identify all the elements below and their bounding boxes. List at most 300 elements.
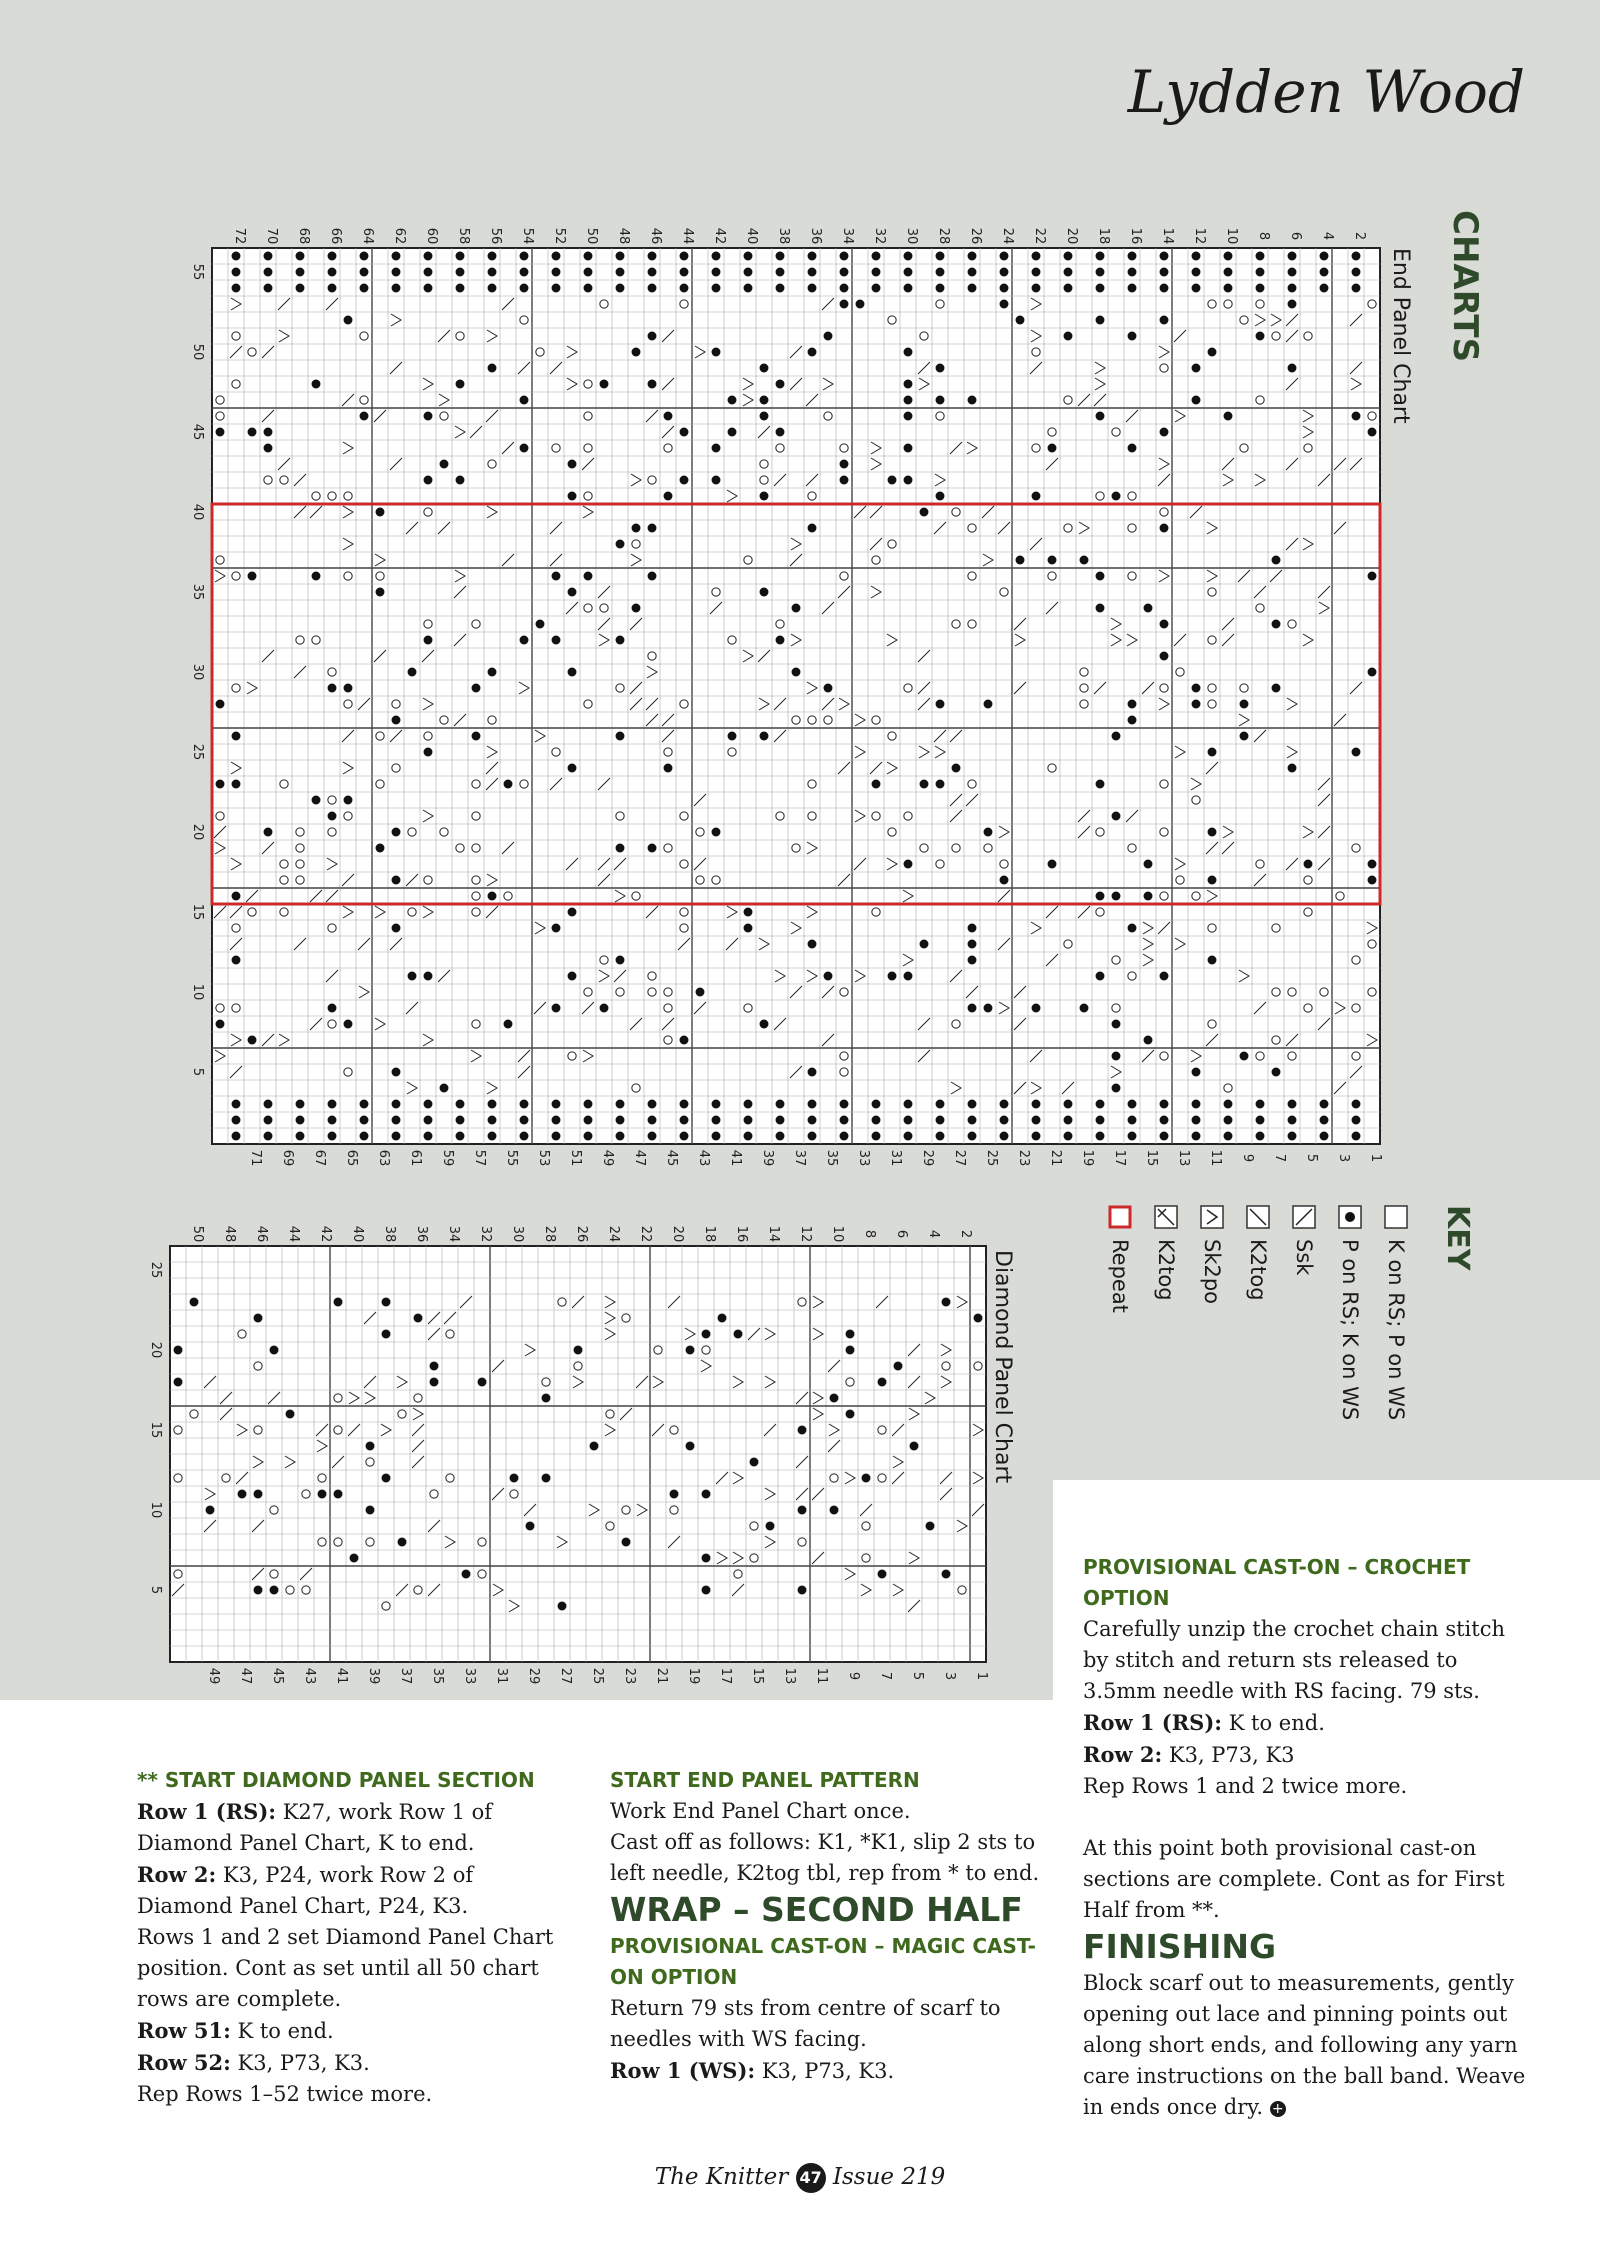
- purl-dot: [744, 1100, 753, 1109]
- key-label-repeat: Repeat: [1108, 1239, 1132, 1313]
- purl-dot: [296, 268, 305, 277]
- purl-dot: [520, 396, 529, 405]
- purl-dot: [904, 1100, 913, 1109]
- purl-dot: [792, 604, 801, 613]
- instruction-row-1-rs: [1083, 1707, 1528, 1739]
- col-label-top: 26: [574, 1225, 589, 1243]
- purl-dot: [616, 844, 625, 853]
- row-label: 55: [190, 263, 205, 281]
- row-text: K27, work Row 1 of Diamond Panel Chart, K to end.: [137, 1800, 493, 1855]
- purl-dot: [1112, 732, 1121, 741]
- purl-dot: [968, 284, 977, 293]
- purl-dot: [590, 1442, 599, 1451]
- purl-dot: [904, 476, 913, 485]
- purl-dot: [1192, 396, 1201, 405]
- end-mark-icon: +: [1270, 2101, 1286, 2117]
- purl-dot: [936, 700, 945, 709]
- issue-number: Issue 219: [832, 2164, 946, 2190]
- purl-dot: [232, 956, 241, 965]
- purl-dot: [552, 268, 561, 277]
- purl-dot: [798, 1586, 807, 1595]
- row-label: 50: [190, 343, 205, 361]
- col-label-top: 18: [702, 1225, 717, 1243]
- purl-dot: [216, 700, 225, 709]
- purl-dot: [808, 1116, 817, 1125]
- purl-dot: [1096, 1116, 1105, 1125]
- col-label-top: 46: [254, 1225, 269, 1243]
- purl-dot: [712, 348, 721, 357]
- col-label-bottom: 15: [1144, 1149, 1159, 1167]
- purl-dot: [680, 1132, 689, 1141]
- purl-dot: [392, 924, 401, 933]
- purl-dot: [680, 268, 689, 277]
- purl-dot: [1272, 556, 1281, 565]
- col-label-top: 54: [520, 227, 535, 245]
- row-text: K3, P73, K3.: [230, 2051, 370, 2075]
- purl-dot: [936, 1100, 945, 1109]
- purl-dot: [1064, 284, 1073, 293]
- purl-dot: [1096, 268, 1105, 277]
- col-label-bottom: 29: [526, 1667, 541, 1685]
- purl-dot: [1144, 604, 1153, 613]
- purl-dot: [968, 924, 977, 933]
- purl-dot: [296, 252, 305, 261]
- magic-cast-on-text: Return 79 sts from centre of scarf to needles with WS facing.: [610, 1996, 1001, 2051]
- purl-dot: [1352, 268, 1361, 277]
- col-label-bottom: 69: [280, 1149, 295, 1167]
- purl-dot: [1288, 268, 1297, 277]
- purl-dot: [776, 1116, 785, 1125]
- purl-dot: [984, 1004, 993, 1013]
- purl-dot: [776, 636, 785, 645]
- purl-dot: [232, 252, 241, 261]
- purl-dot: [408, 972, 417, 981]
- purl-dot: [206, 1506, 215, 1515]
- purl-dot: [1096, 252, 1105, 261]
- col-label-bottom: 21: [1048, 1149, 1063, 1167]
- row-label: Row 1 (RS):: [137, 1799, 277, 1824]
- col-label-top: 48: [222, 1225, 237, 1243]
- purl-dot: [488, 1132, 497, 1141]
- purl-dot: [568, 764, 577, 773]
- purl-dot: [936, 492, 945, 501]
- purl-dot: [942, 1298, 951, 1307]
- col-label-bottom: 63: [376, 1149, 391, 1167]
- purl-dot: [424, 284, 433, 293]
- purl-dot: [1128, 332, 1137, 341]
- purl-dot: [616, 252, 625, 261]
- col-label-top: 24: [1000, 227, 1015, 245]
- col-label-bottom: 65: [344, 1149, 359, 1167]
- col-label-bottom: 3: [942, 1671, 957, 1681]
- page-footer: [0, 2163, 1600, 2193]
- purl-dot: [1000, 1100, 1009, 1109]
- purl-dot: [1064, 1116, 1073, 1125]
- col-label-bottom: 49: [600, 1149, 615, 1167]
- purl-dot: [846, 1346, 855, 1355]
- purl-dot: [680, 252, 689, 261]
- col-label-bottom: 5: [910, 1671, 925, 1681]
- purl-dot: [1096, 572, 1105, 581]
- purl-dot: [702, 1554, 711, 1563]
- purl-dot: [648, 844, 657, 853]
- purl-dot: [936, 780, 945, 789]
- purl-dot: [344, 684, 353, 693]
- purl-dot: [632, 348, 641, 357]
- purl-dot: [904, 444, 913, 453]
- magic-cast-on-heading: PROVISIONAL CAST-ON – MAGIC CAST-ON OPTION: [610, 1934, 1036, 1989]
- purl-dot: [664, 412, 673, 421]
- col-label-top: 4: [926, 1229, 941, 1239]
- purl-dot: [552, 284, 561, 293]
- col-label-top: 40: [744, 227, 759, 245]
- key-label-purl: P on RS; K on WS: [1338, 1239, 1362, 1421]
- col-label-top: 64: [360, 227, 375, 245]
- purl-dot: [808, 1100, 817, 1109]
- purl-dot: [430, 1378, 439, 1387]
- finishing-body: Block scarf out to measurements, gently opening out lace and pinning points out along short ends, and following any yarn care instructions on the ball band. Weave in ends once dry.: [1083, 1971, 1526, 2119]
- purl-dot: [1240, 700, 1249, 709]
- purl-dot: [616, 732, 625, 741]
- purl-dot: [616, 636, 625, 645]
- purl-dot: [680, 1116, 689, 1125]
- col-label-bottom: 33: [856, 1149, 871, 1167]
- purl-dot: [552, 1100, 561, 1109]
- key-item-ssk: [1292, 1205, 1326, 1279]
- purl-dot: [648, 1100, 657, 1109]
- purl-dot: [760, 364, 769, 373]
- col-label-bottom: 47: [238, 1667, 253, 1685]
- purl-dot: [414, 1314, 423, 1323]
- diamond-panel-chart-label: Diamond Panel Chart: [990, 1250, 1015, 1484]
- purl-dot: [462, 1570, 471, 1579]
- purl-dot: [616, 1100, 625, 1109]
- col-label-bottom: 51: [568, 1149, 583, 1167]
- purl-dot: [824, 684, 833, 693]
- purl-dot: [1064, 268, 1073, 277]
- purl-dot: [488, 364, 497, 373]
- purl-dot: [1048, 860, 1057, 869]
- purl-dot: [392, 716, 401, 725]
- purl-dot: [1000, 876, 1009, 885]
- purl-dot: [1288, 364, 1297, 373]
- purl-dot: [328, 1004, 337, 1013]
- purl-dot: [1352, 284, 1361, 293]
- purl-dot: [264, 268, 273, 277]
- col-label-top: 12: [1192, 227, 1207, 245]
- row-label: 5: [148, 1585, 163, 1595]
- purl-dot: [584, 1100, 593, 1109]
- key-heading: KEY: [1440, 1205, 1475, 1271]
- purl-dot: [264, 284, 273, 293]
- purl-dot: [1288, 252, 1297, 261]
- purl-dot: [1144, 860, 1153, 869]
- purl-dot: [760, 1020, 769, 1029]
- purl-dot: [734, 1330, 743, 1339]
- purl-dot: [840, 460, 849, 469]
- purl-dot: [680, 1036, 689, 1045]
- col-label-bottom: 45: [664, 1149, 679, 1167]
- purl-dot: [936, 284, 945, 293]
- purl-dot: [840, 284, 849, 293]
- purl-dot: [1352, 1116, 1361, 1125]
- col-label-top: 4: [1320, 231, 1335, 241]
- col-label-bottom: 49: [206, 1667, 221, 1685]
- col-label-bottom: 45: [270, 1667, 285, 1685]
- col-label-top: 10: [830, 1225, 845, 1243]
- purl-dot: [568, 908, 577, 917]
- row-label: 25: [148, 1261, 163, 1279]
- purl-dot: [488, 1116, 497, 1125]
- key-item-knit: [1384, 1205, 1418, 1424]
- cast-on-complete-text: At this point both provisional cast-on sections are complete. Cont as for First Half from **.: [1083, 1836, 1505, 1922]
- col-label-bottom: 23: [622, 1667, 637, 1685]
- purl-dot: [1288, 764, 1297, 773]
- purl-dot: [1112, 812, 1121, 821]
- purl-dot: [1160, 316, 1169, 325]
- purl-dot: [936, 396, 945, 405]
- purl-dot: [1256, 1100, 1265, 1109]
- purl-dot: [1352, 252, 1361, 261]
- purl-dot: [616, 1116, 625, 1125]
- purl-dot: [1192, 252, 1201, 261]
- purl-dot: [872, 284, 881, 293]
- purl-dot: [744, 924, 753, 933]
- purl-dot: [1352, 412, 1361, 421]
- purl-dot: [728, 732, 737, 741]
- purl-dot: [648, 252, 657, 261]
- purl-dot: [968, 396, 977, 405]
- purl-dot: [862, 1474, 871, 1483]
- purl-dot: [248, 1036, 257, 1045]
- purl-dot: [936, 1132, 945, 1141]
- purl-dot: [568, 972, 577, 981]
- col-label-top: 22: [1032, 227, 1047, 245]
- purl-dot: [968, 956, 977, 965]
- purl-dot: [744, 1132, 753, 1141]
- purl-dot: [616, 268, 625, 277]
- purl-dot: [1208, 748, 1217, 757]
- purl-dot: [1064, 1100, 1073, 1109]
- key-item-k2tog-tbl: [1154, 1205, 1188, 1305]
- purl-dot: [392, 268, 401, 277]
- key-item-k2tog: [1246, 1205, 1280, 1305]
- purl-dot: [1320, 1116, 1329, 1125]
- purl-dot: [1160, 972, 1169, 981]
- purl-dot: [846, 1410, 855, 1419]
- purl-dot: [984, 828, 993, 837]
- col-label-bottom: 35: [824, 1149, 839, 1167]
- purl-dot: [232, 1132, 241, 1141]
- purl-dot: [216, 428, 225, 437]
- purl-dot: [904, 412, 913, 421]
- purl-dot: [568, 668, 577, 677]
- col-label-bottom: 9: [846, 1671, 861, 1681]
- purl-dot: [1272, 620, 1281, 629]
- purl-dot: [190, 1298, 199, 1307]
- key-item-repeat: [1108, 1205, 1142, 1317]
- purl-dot: [776, 252, 785, 261]
- purl-dot: [1208, 956, 1217, 965]
- purl-dot: [622, 1538, 631, 1547]
- row-label: 15: [148, 1421, 163, 1439]
- purl-dot: [974, 1314, 983, 1323]
- purl-dot: [360, 1100, 369, 1109]
- purl-dot: [808, 524, 817, 533]
- purl-dot: [392, 876, 401, 885]
- purl-dot: [1096, 780, 1105, 789]
- spacer: [1083, 1802, 1528, 1833]
- purl-dot: [712, 284, 721, 293]
- purl-dot: [1128, 1100, 1137, 1109]
- purl-dot: [696, 988, 705, 997]
- purl-dot: [1160, 1100, 1169, 1109]
- purl-dot: [510, 1474, 519, 1483]
- col-label-top: 50: [190, 1225, 205, 1243]
- purl-dot: [798, 1426, 807, 1435]
- col-label-top: 6: [894, 1229, 909, 1239]
- purl-dot: [360, 1116, 369, 1125]
- key-item-sk2po: [1200, 1205, 1234, 1308]
- purl-dot: [1096, 412, 1105, 421]
- row-label: Row 51:: [137, 2018, 231, 2043]
- purl-dot: [520, 1132, 529, 1141]
- repeat-box-icon: [1108, 1205, 1132, 1229]
- purl-dot: [520, 444, 529, 453]
- purl-dot: [648, 524, 657, 533]
- purl-dot: [920, 508, 929, 517]
- purl-dot: [1128, 1132, 1137, 1141]
- diamond-section-column: [137, 1765, 557, 2110]
- purl-dot: [776, 1100, 785, 1109]
- purl-dot: [424, 476, 433, 485]
- purl-dot: [904, 860, 913, 869]
- purl-dot: [488, 284, 497, 293]
- col-label-bottom: 7: [878, 1671, 893, 1681]
- purl-dot: [616, 540, 625, 549]
- purl-dot: [744, 284, 753, 293]
- row-label: 10: [148, 1501, 163, 1519]
- col-label-bottom: 19: [1080, 1149, 1095, 1167]
- purl-dot: [264, 252, 273, 261]
- purl-dot: [264, 828, 273, 837]
- purl-dot: [552, 572, 561, 581]
- purl-dot: [376, 588, 385, 597]
- purl-dot: [376, 844, 385, 853]
- instruction-rep: Rep Rows 1–52 twice more.: [137, 2082, 433, 2106]
- purl-dot: [904, 1116, 913, 1125]
- end-panel-column: [610, 1765, 1060, 2087]
- purl-dot: [1160, 1132, 1169, 1141]
- purl-dot: [1096, 316, 1105, 325]
- purl-dot: [1224, 252, 1233, 261]
- purl-dot: [1192, 684, 1201, 693]
- col-label-bottom: 43: [302, 1667, 317, 1685]
- col-label-top: 8: [862, 1229, 877, 1239]
- purl-dot: [1368, 572, 1377, 581]
- purl-dot: [232, 780, 241, 789]
- key-label-k2tog-tbl: K2tog: [1154, 1239, 1178, 1301]
- purl-dot: [1080, 1004, 1089, 1013]
- purl-dot: [520, 268, 529, 277]
- col-label-bottom: 11: [814, 1667, 829, 1685]
- purl-dot: [424, 1116, 433, 1125]
- heading-prefix: **: [137, 1768, 165, 1792]
- purl-dot: [712, 1116, 721, 1125]
- purl-dot: [776, 284, 785, 293]
- purl-dot: [702, 1490, 711, 1499]
- purl-dot: [1128, 700, 1137, 709]
- purl-dot: [254, 1586, 263, 1595]
- col-label-bottom: 25: [984, 1149, 999, 1167]
- purl-dot: [712, 252, 721, 261]
- purl-dot: [1144, 892, 1153, 901]
- purl-dot: [1032, 252, 1041, 261]
- purl-dot: [702, 1586, 711, 1595]
- purl-dot: [968, 1116, 977, 1125]
- purl-dot: [712, 828, 721, 837]
- purl-dot: [392, 252, 401, 261]
- purl-dot: [878, 1378, 887, 1387]
- purl-dot: [456, 476, 465, 485]
- page-title: Lydden Wood: [1127, 58, 1525, 126]
- purl-dot: [648, 284, 657, 293]
- row-text: K to end.: [1222, 1711, 1325, 1735]
- purl-dot: [552, 636, 561, 645]
- purl-dot: [686, 1346, 695, 1355]
- purl-dot: [1320, 1132, 1329, 1141]
- purl-dot: [264, 1132, 273, 1141]
- key-label-k2tog: K2tog: [1246, 1239, 1270, 1301]
- col-label-top: 24: [606, 1225, 621, 1243]
- col-label-top: 44: [286, 1225, 301, 1243]
- purl-dot: [238, 1490, 247, 1499]
- col-label-top: 62: [392, 227, 407, 245]
- col-label-top: 16: [1128, 227, 1143, 245]
- purl-dot: [488, 252, 497, 261]
- purl-dot: [744, 252, 753, 261]
- col-label-bottom: 1: [974, 1671, 989, 1681]
- purl-dot: [904, 284, 913, 293]
- purl-dot: [1224, 268, 1233, 277]
- purl-dot: [488, 268, 497, 277]
- purl-dot: [344, 316, 353, 325]
- purl-dot: [264, 1100, 273, 1109]
- key-item-purl: [1338, 1205, 1372, 1424]
- purl-dot: [376, 508, 385, 517]
- purl-dot: [1112, 1084, 1121, 1093]
- col-label-top: 14: [1160, 227, 1175, 245]
- col-label-top: 40: [350, 1225, 365, 1243]
- purl-dot: [424, 636, 433, 645]
- purl-dot: [840, 300, 849, 309]
- purl-dot: [878, 1570, 887, 1579]
- purl-dot: [536, 620, 545, 629]
- col-label-bottom: 55: [504, 1149, 519, 1167]
- purl-dot: [216, 780, 225, 789]
- purl-dot: [574, 1346, 583, 1355]
- purl-dot: [904, 1132, 913, 1141]
- purl-dot: [680, 284, 689, 293]
- purl-dot: [808, 252, 817, 261]
- col-label-top: 2: [1352, 231, 1367, 241]
- purl-dot: [808, 284, 817, 293]
- col-label-top: 28: [936, 227, 951, 245]
- purl-dot: [312, 380, 321, 389]
- purl-dot: [1256, 1132, 1265, 1141]
- purl-dot: [1096, 892, 1105, 901]
- purl-dot: [830, 1506, 839, 1515]
